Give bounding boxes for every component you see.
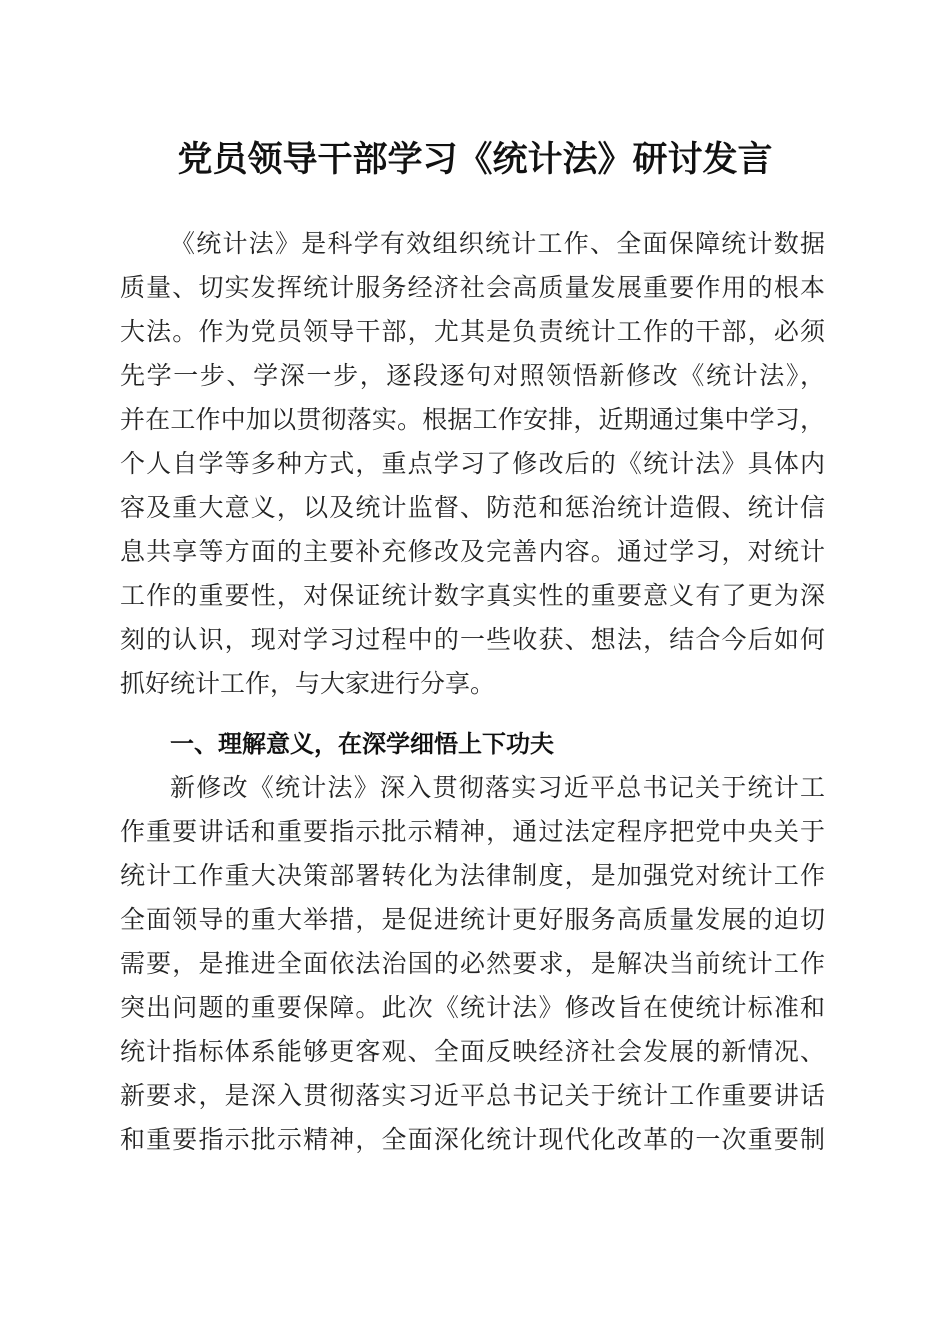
paragraph-section-1: [120, 766, 825, 1162]
text-line: 《统计法》是科学有效组织统计工作、全面保障统计数据: [170, 229, 825, 258]
text-line: 新要求，是深入贯彻落实习近平总书记关于统计工作重要讲话: [120, 1081, 825, 1110]
text-line: 统计指标体系能够更客观、全面反映经济社会发展的新情况、: [120, 1037, 825, 1066]
text-line: 并在工作中加以贯彻落实。根据工作安排，近期通过集中学习，: [120, 405, 825, 434]
text-line: 容及重大意义，以及统计监督、防范和惩治统计造假、统计信: [120, 493, 825, 522]
text-line: 需要，是推进全面依法治国的必然要求，是解决当前统计工作: [120, 949, 825, 978]
text-line: 先学一步、学深一步，逐段逐句对照领悟新修改《统计法》，: [120, 361, 825, 390]
text-line: 刻的认识，现对学习过程中的一些收获、想法，结合今后如何: [120, 625, 825, 654]
text-line: 质量、切实发挥统计服务经济社会高质量发展重要作用的根本: [120, 273, 825, 302]
text-line: 作重要讲话和重要指示批示精神，通过法定程序把党中央关于: [120, 817, 825, 846]
text-line: 大法。作为党员领导干部，尤其是负责统计工作的干部，必须: [120, 317, 825, 346]
paragraph-intro: [120, 222, 825, 706]
text-line: 全面领导的重大举措，是促进统计更好服务高质量发展的迫切: [120, 905, 825, 934]
text-line: 个人自学等多种方式，重点学习了修改后的《统计法》具体内: [120, 449, 825, 478]
document-title: 党员领导干部学习《统计法》研讨发言: [177, 139, 773, 180]
text-line: 抓好统计工作，与大家进行分享。: [120, 669, 496, 698]
text-line: 新修改《统计法》深入贯彻落实习近平总书记关于统计工: [170, 773, 825, 802]
text-line: 息共享等方面的主要补充修改及完善内容。通过学习，对统计: [120, 537, 825, 566]
text-line: 突出问题的重要保障。此次《统计法》修改旨在使统计标准和: [120, 993, 825, 1022]
text-line: 和重要指示批示精神，全面深化统计现代化改革的一次重要制: [120, 1125, 825, 1154]
text-line: 工作的重要性，对保证统计数字真实性的重要意义有了更为深: [120, 581, 825, 610]
section-heading: 一、理解意义，在深学细悟上下功夫: [170, 730, 554, 758]
text-line: 统计工作重大决策部署转化为法律制度，是加强党对统计工作: [120, 861, 825, 890]
